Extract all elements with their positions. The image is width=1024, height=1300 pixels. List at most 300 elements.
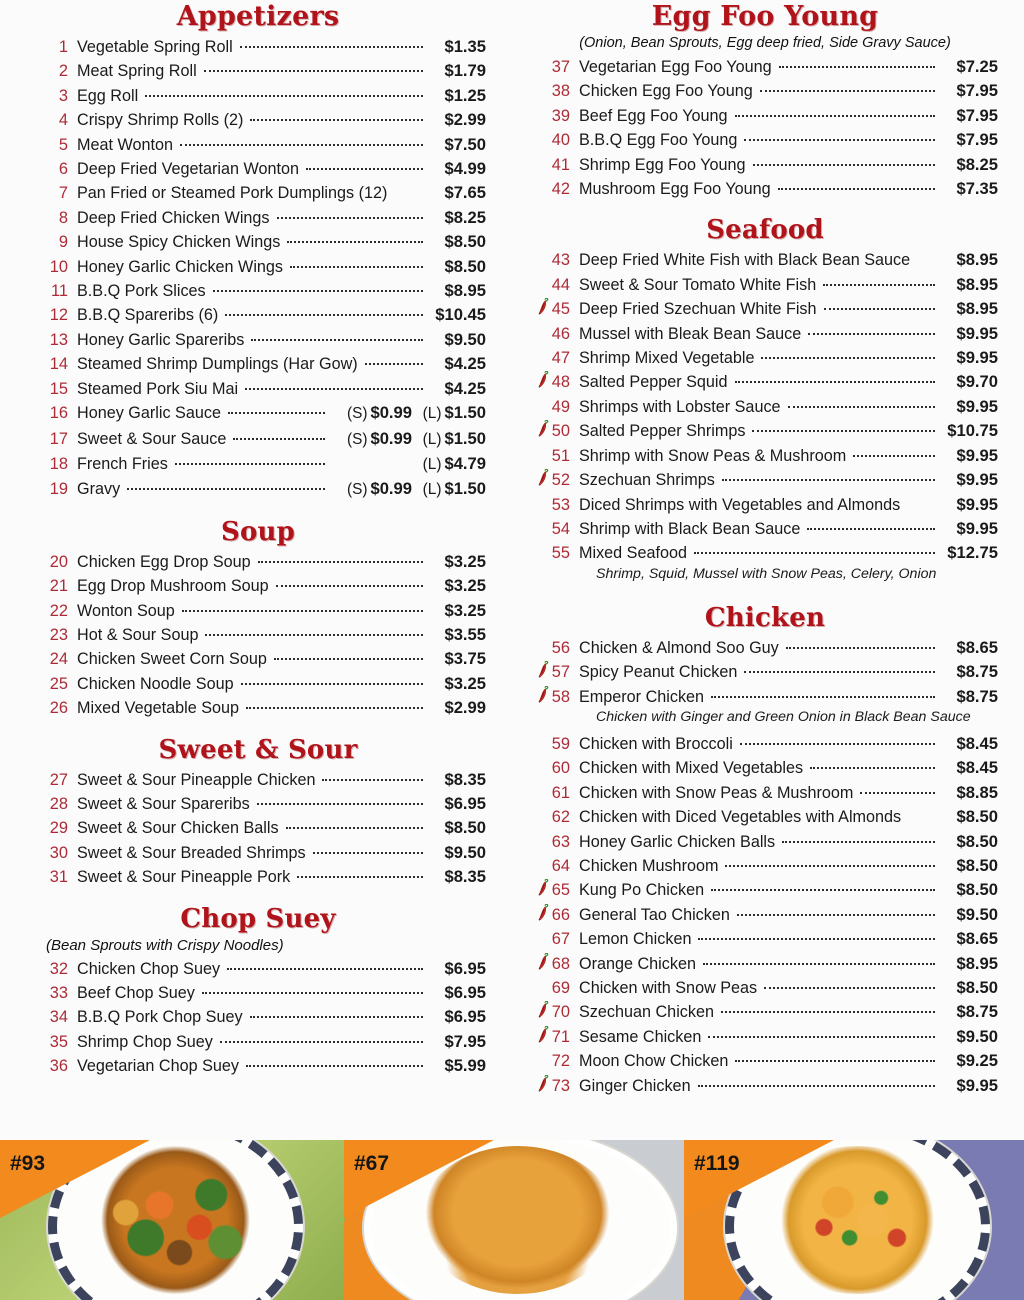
menu-item [30,1054,486,1078]
menu-item [30,981,486,1005]
item-name: Mushroom Egg Foo Young [579,180,771,199]
menu-item [532,781,998,805]
menu-item [532,370,998,394]
item-price: $8.75 [956,1002,998,1022]
item-number: 64 [551,856,570,875]
item-number: 14 [49,355,68,374]
item-price: $4.25 [444,354,486,374]
item-description: Shrimp, Squid, Mussel with Snow Peas, Celery, Onion [596,565,937,582]
item-number: 29 [49,819,68,838]
leader-dots [761,349,935,359]
item-price: $9.25 [956,1051,998,1071]
dish-photo [344,1140,684,1300]
item-price: $6.95 [444,958,486,978]
item-name: Chicken with Snow Peas & Mushroom [579,783,854,802]
chili-pepper-icon [536,1026,549,1043]
item-price: $6.95 [444,793,486,813]
item-name: Mixed Vegetable Soup [77,699,239,718]
menu-item [532,685,998,709]
item-number: 55 [551,544,570,563]
item-price-large: (L) $1.50 [412,401,486,426]
menu-item [532,830,998,854]
menu-item [532,444,998,468]
menu-item [30,377,486,401]
item-price-group [328,477,486,502]
item-price: $1.25 [444,85,486,105]
item-price: $6.95 [444,1007,486,1027]
item-name: Chicken with Diced Vegetables with Almonds [579,808,902,827]
item-number: 40 [551,131,570,150]
item-price: $8.75 [956,662,998,682]
item-price: $7.35 [956,179,998,199]
menu-item [30,792,486,816]
menu-item [30,957,486,981]
menu-item [30,599,486,623]
item-name: Meat Spring Roll [77,62,197,81]
menu-item [532,1074,998,1098]
item-price: $7.65 [444,183,486,203]
item-number: 18 [49,454,68,473]
item-price: $7.95 [956,105,998,125]
item-price: $8.50 [956,855,998,875]
leader-dots [313,844,423,854]
leader-dots [258,553,423,563]
menu-item [532,248,998,272]
item-name: Honey Garlic Spareribs [77,330,245,349]
item-price-small [328,452,412,476]
item-name: Honey Garlic Sauce [77,404,221,423]
leader-dots [297,868,423,878]
menu-item [532,493,998,517]
item-price: $5.99 [444,1056,486,1076]
item-number: 23 [49,625,68,644]
chili-pepper-icon [536,879,549,896]
item-price-group [328,452,486,477]
leader-dots [764,979,935,989]
section-heading: Soup [220,516,295,547]
leader-dots [853,447,935,457]
leader-dots [786,639,935,649]
size-label-small: (S) [346,481,368,499]
chili-pepper-icon [536,1075,549,1092]
item-price: $12.75 [947,543,998,563]
menu-item [30,59,486,83]
item-name: French Fries [77,454,168,473]
menu-item [532,104,998,128]
leader-dots [322,771,423,781]
item-price: $9.50 [956,1026,998,1046]
leader-dots [213,282,423,292]
item-name: Emperor Chicken [579,687,705,706]
item-name: Salted Pepper Squid [579,373,728,392]
item-number: 12 [49,306,68,325]
photo-number-label: #93 [10,1152,46,1175]
menu-item [30,206,486,230]
item-number: 44 [551,275,570,294]
leader-dots [204,62,423,72]
menu-item [532,976,998,1000]
spicy-indicator [532,953,549,970]
item-price: $1.79 [444,61,486,81]
item-description: Chicken with Ginger and Green Onion in Black Bean Sauce [596,708,971,725]
item-number: 16 [49,404,68,423]
item-name: Vegetarian Egg Foo Young [579,58,772,76]
item-name: House Spicy Chicken Wings [77,233,281,252]
menu-item [30,623,486,647]
item-name: Crispy Shrimp Rolls (2) [77,111,244,130]
item-number: 31 [49,868,68,887]
item-price: $7.95 [444,1031,486,1051]
spicy-indicator [532,686,549,703]
section-heading: Seafood [706,215,824,246]
item-number: 9 [58,233,68,252]
item-number: 67 [551,930,570,949]
item-name: B.B.Q Pork Slices [77,282,206,301]
item-name: Steamed Pork Siu Mai [77,379,239,398]
item-name: Chicken Mushroom [579,856,719,875]
item-name: Beef Chop Suey [77,984,195,1002]
item-price: $8.50 [444,256,486,276]
item-number: 48 [551,373,570,392]
item-number: 49 [551,397,570,416]
item-name: Diced Shrimps with Vegetables and Almonds [579,495,901,514]
leader-dots [703,955,935,965]
menu-item [532,952,998,976]
item-number: 37 [551,58,570,76]
menu-item [30,452,486,477]
photo-strip [0,1140,1024,1300]
item-name: Chicken & Almond Soo Guy [579,638,779,657]
menu-item [30,181,486,205]
menu-column-right [512,2,1024,1140]
item-price: $9.50 [444,329,486,349]
item-name: Chicken Egg Foo Young [579,82,753,101]
item-price-large: (L) $1.50 [412,477,486,502]
leader-dots [220,1033,423,1043]
item-price-small: (S) $0.99 [328,401,412,426]
chili-pepper-icon [536,953,549,970]
item-price: $8.35 [444,769,486,789]
leader-dots [711,881,935,891]
item-price: $8.25 [956,154,998,174]
item-price: $7.95 [956,130,998,150]
leader-dots [744,131,935,141]
item-price: $3.25 [444,551,486,571]
item-price: $8.45 [956,733,998,753]
item-number: 36 [49,1057,68,1076]
item-number: 32 [49,959,68,978]
section-heading: Chop Suey [180,903,336,934]
item-name: Moon Chow Chicken [579,1052,729,1071]
chili-pepper-icon [536,686,549,703]
leader-dots [286,819,423,829]
item-number: 28 [49,794,68,813]
item-number: 58 [551,687,570,706]
leader-dots [779,58,935,68]
spicy-indicator [532,469,549,486]
chili-pepper-icon [536,469,549,486]
item-price: $10.75 [947,421,998,441]
item-price: $9.95 [956,470,998,490]
item-price: $8.95 [956,274,998,294]
item-price: $3.55 [444,624,486,644]
leader-dots [202,984,423,994]
menu-item [30,133,486,157]
item-price: $8.65 [956,929,998,949]
item-price: $9.95 [956,1075,998,1095]
menu-item [30,1005,486,1029]
item-number: 30 [49,843,68,862]
item-number: 13 [49,330,68,349]
item-price: $8.75 [956,686,998,706]
item-name: Egg Roll [77,86,139,105]
item-name: Chicken Sweet Corn Soup [77,650,267,669]
item-name: Shrimp Mixed Vegetable [579,349,755,368]
menu-item [532,1000,998,1024]
item-name: Meat Wonton [77,135,173,154]
menu-item [30,352,486,376]
item-number: 33 [49,984,68,1002]
item-price: $8.95 [444,281,486,301]
item-number: 63 [551,832,570,851]
item-name: Deep Fried White Fish with Black Bean Sauce [579,251,911,270]
menu-item [532,322,998,346]
item-name: Sweet & Sour Tomato White Fish [579,275,817,294]
item-name: Sweet & Sour Breaded Shrimps [77,843,306,862]
item-number: 73 [551,1076,570,1095]
item-number: 5 [58,135,68,154]
food [76,1146,276,1293]
item-price: $9.95 [956,445,998,465]
item-price: $10.45 [435,305,486,325]
item-price: $3.25 [444,673,486,693]
leader-dots [233,430,325,440]
leader-dots [290,258,423,268]
item-name: B.B.Q Pork Chop Suey [77,1008,243,1027]
item-name: Deep Fried Vegetarian Wonton [77,160,299,179]
item-name: Shrimp Chop Suey [77,1032,213,1051]
spicy-indicator [532,1001,549,1018]
item-price-small: (S) $0.99 [328,477,412,502]
item-number: 60 [551,759,570,778]
leader-dots [698,1077,935,1087]
menu-item [532,1025,998,1049]
item-name: Sweet & Sour Sauce [77,429,227,448]
item-name: Chicken Egg Drop Soup [77,552,251,571]
item-name: Deep Fried Chicken Wings [77,208,270,227]
leader-dots [246,699,423,709]
item-name: Shrimps with Lobster Sauce [579,397,781,416]
item-number: 61 [551,783,570,802]
leader-dots [735,107,935,117]
item-name: Vegetarian Chop Suey [77,1057,239,1076]
leader-dots [251,331,423,341]
item-number: 43 [551,251,570,270]
item-name: Steamed Shrimp Dumplings (Har Gow) [77,355,358,374]
leader-dots [245,380,423,390]
item-name: Chicken Chop Suey [77,959,221,978]
item-number: 68 [551,954,570,973]
leader-dots [760,82,935,92]
item-number: 17 [49,429,68,448]
item-price: $3.75 [444,649,486,669]
menu-item [532,273,998,297]
menu-item [532,128,998,152]
leader-dots [698,930,935,940]
leader-dots [778,180,935,190]
item-price: $3.25 [444,576,486,596]
menu-item [30,303,486,327]
leader-dots [365,355,423,365]
menu-item [532,177,998,201]
item-number: 20 [49,552,68,571]
item-name: Szechuan Shrimps [579,471,715,490]
item-name: Gravy [77,480,121,499]
item-name: Sweet & Sour Pineapple Chicken [77,770,316,789]
leader-dots [205,626,423,636]
item-name: Pan Fried or Steamed Pork Dumplings (12) [77,184,388,203]
size-label-small: (S) [346,405,368,423]
item-price-large: (L) $1.50 [412,427,486,452]
leader-dots [917,251,935,261]
menu-item [532,854,998,878]
leader-dots [907,496,935,506]
menu-item [30,401,486,426]
item-price: $9.95 [956,323,998,343]
item-price: $8.95 [956,250,998,270]
chili-pepper-icon [536,298,549,315]
item-number: 15 [49,379,68,398]
leader-dots [808,325,935,335]
item-price: $8.50 [956,978,998,997]
leader-dots [257,795,423,805]
menu-item [532,927,998,951]
item-number: 8 [58,208,68,227]
menu-item [30,865,486,889]
item-number: 19 [49,480,68,499]
item-number: 35 [49,1032,68,1051]
item-name: Honey Garlic Chicken Wings [77,257,284,276]
item-price: $4.25 [444,378,486,398]
item-price-group [328,401,486,426]
item-number: 71 [551,1027,570,1046]
size-label-large: (L) [422,430,442,448]
item-name: Deep Fried Szechuan White Fish [579,300,817,319]
item-number: 26 [49,699,68,718]
leader-dots [182,602,423,612]
leader-dots [860,784,935,794]
item-name: Sweet & Sour Spareribs [77,794,250,813]
menu-item [30,230,486,254]
menu-item [30,108,486,132]
leader-dots [277,209,423,219]
leader-dots [708,1028,935,1038]
item-number: 10 [49,257,68,276]
item-name: Mixed Seafood [579,544,687,563]
menu-item [532,395,998,419]
item-price: $3.25 [444,600,486,620]
item-number: 3 [58,86,68,105]
item-price: $9.70 [956,372,998,392]
menu-item [30,427,486,452]
spicy-indicator [532,904,549,921]
item-price: $7.95 [956,81,998,101]
menu-item [30,816,486,840]
menu-item [532,79,998,103]
leader-dots [744,663,935,673]
item-price: $8.85 [956,782,998,802]
item-number: 2 [58,62,68,81]
menu-item [532,346,998,370]
leader-dots [782,833,935,843]
leader-dots [225,306,423,316]
leader-dots [752,422,935,432]
item-name: Shrimp with Snow Peas & Mushroom [579,446,847,465]
item-name: Chicken with Snow Peas [579,979,758,997]
menu-item [532,878,998,902]
item-name: Chicken with Broccoli [579,734,733,753]
menu-item [30,1030,486,1054]
item-price-small: (S) $0.99 [328,427,412,452]
menu-item [30,672,486,696]
chili-pepper-icon [536,661,549,678]
menu-item [532,297,998,321]
item-number: 45 [551,300,570,319]
menu-item [30,35,486,59]
leader-dots [306,160,423,170]
menu-item [532,55,998,79]
item-price: $2.99 [444,110,486,130]
food [759,1146,956,1293]
spicy-indicator [532,879,549,896]
leader-dots [810,759,935,769]
spicy-indicator [532,371,549,388]
photo-number-label: #67 [354,1152,390,1175]
size-label-small: (S) [346,430,368,448]
item-number: 6 [58,160,68,179]
item-price: $7.25 [956,57,998,76]
chili-pepper-icon [536,371,549,388]
menu-item [30,84,486,108]
item-price: $8.95 [956,299,998,319]
menu-item [532,517,998,541]
item-number: 69 [551,979,570,997]
item-price: $8.95 [956,953,998,973]
item-price-large: (L) $4.79 [412,452,486,477]
menu-item [30,768,486,792]
item-number: 41 [551,155,570,174]
item-number: 22 [49,601,68,620]
leader-dots [274,650,423,660]
item-name: B.B.Q Egg Foo Young [579,131,738,150]
item-number: 47 [551,349,570,368]
item-number: 70 [551,1003,570,1022]
item-price: $1.35 [444,37,486,56]
leader-dots [740,735,935,745]
leader-dots [175,455,325,465]
leader-dots [276,577,423,587]
item-price: $9.95 [956,518,998,538]
item-number: 59 [551,734,570,753]
leader-dots [823,276,935,286]
section-note: (Onion, Bean Sprouts, Egg deep fried, Side Gravy Sauce) [579,35,951,51]
item-price: $6.95 [444,983,486,1002]
item-price-group [328,427,486,452]
menu-item [532,636,998,660]
menu-item [532,903,998,927]
item-price: $8.50 [956,831,998,851]
leader-dots [180,136,423,146]
